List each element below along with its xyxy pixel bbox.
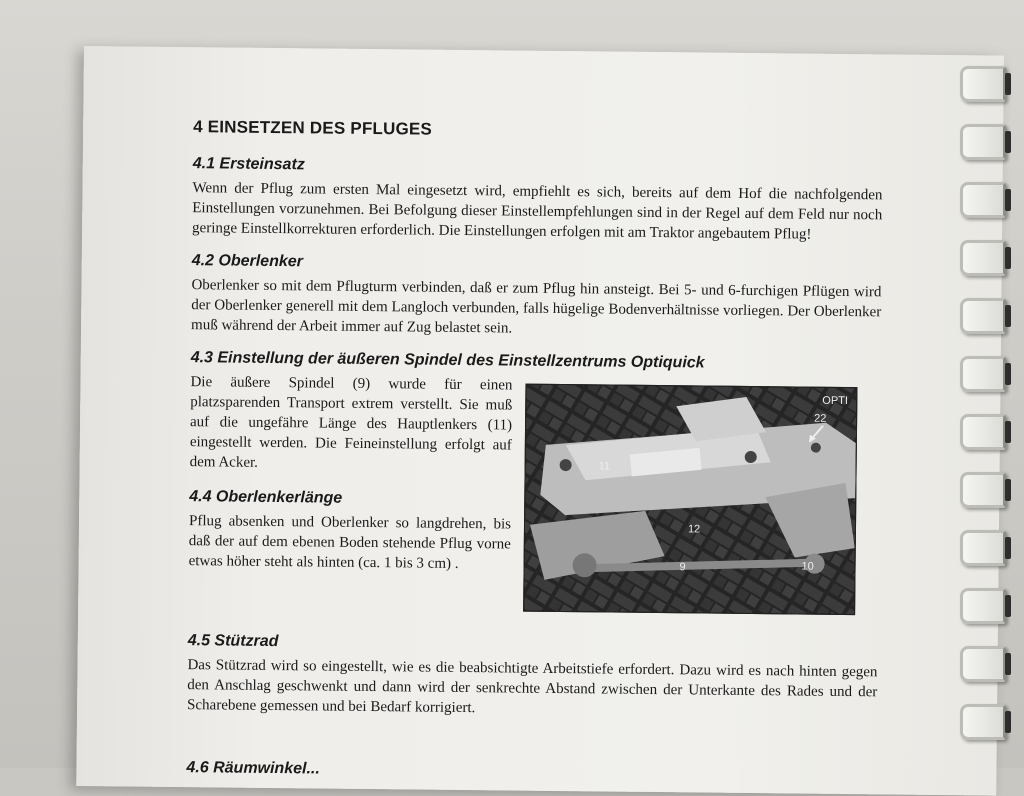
- binding-coil: [960, 298, 1006, 334]
- section-4-3: [188, 349, 881, 637]
- next-heading-partial: 4.6 Räumwinkel...: [186, 759, 320, 778]
- binding-coil: [960, 124, 1006, 160]
- binding-coil: [960, 530, 1006, 566]
- spiral-binding: [960, 60, 1008, 768]
- plough-photo: [523, 384, 857, 615]
- binding-coil: [960, 646, 1006, 682]
- section-4-5: [187, 632, 878, 722]
- section-heading: 4.1 Ersteinsatz: [192, 155, 305, 174]
- left-column: [188, 372, 512, 588]
- section-heading: 4.2 Oberlenker: [191, 252, 304, 271]
- manual-page: [76, 46, 1004, 796]
- photo-label-10: 10: [801, 560, 814, 573]
- binding-coil: [960, 240, 1006, 276]
- section-heading: 4.3 Einstellung der äußeren Spindel des Einstellzentrums Optiquick: [190, 349, 705, 372]
- section-body: Die äußere Spindel (9) wurde für einen platzsparenden Transport extrem verstellt. Sie muß auf die ungefähre Länge des Hauptlenkers (11) eingestellt werden. Die Feineinstellung erfolgt auf dem Acker.: [189, 374, 513, 471]
- section-body: Oberlenker so mit dem Pflugturm verbinden, daß er zum Pflug hin ansteigt. Bei 5- und 6-furchigen Pflügen wird der Oberlenker generell mit dem Langloch verbunden, falls hügelige Bodenverhältnisse vorliegen. Der Oberlenker muß während der Arbeit immer auf Zug belastet sein.: [190, 277, 882, 337]
- binding-coil: [960, 356, 1006, 392]
- binding-coil: [960, 414, 1006, 450]
- photo-label-11: 11: [598, 460, 611, 473]
- photo-label-opti: OPTI: [822, 394, 849, 408]
- two-column-block: [188, 372, 881, 637]
- photo-label-9: 9: [679, 561, 686, 574]
- photo-label-22: 22: [814, 412, 827, 425]
- binding-coil: [960, 588, 1006, 624]
- page-content: [187, 117, 883, 736]
- section-4-1: [192, 155, 883, 245]
- binding-coil: [960, 66, 1006, 102]
- photo-label-12: 12: [687, 523, 701, 536]
- section-heading: 4.4 Oberlenkerlänge: [189, 488, 343, 507]
- section-body: Pflug absenken und Oberlenker so langdrehen, bis daß der auf dem ebenen Boden stehende Pflug vorne etwas höher steht als hinten (ca. 1 bis 3 cm) .: [188, 513, 512, 572]
- binding-coil: [960, 472, 1006, 508]
- section-heading: 4.5 Stützrad: [187, 632, 279, 651]
- section-4-2: [191, 252, 882, 342]
- binding-coil: [960, 704, 1006, 740]
- binding-coil: [960, 182, 1006, 218]
- section-body: Das Stützrad wird so eingestellt, wie es die beabsichtigte Arbeitstiefe erfordert. Dazu wird es nach hinten gegen den Anschlag geschwenkt und dann wird der senkrechte Abstand zwischen der Unterkante des Rades und der Scharebene gemessen und bei Bedarf korrigiert.: [187, 657, 878, 717]
- chapter-title: 4 EINSETZEN DES PFLUGES: [193, 117, 433, 139]
- section-body: Wenn der Pflug zum ersten Mal eingesetzt wird, empfiehlt es sich, bereits auf dem Hof die nachfolgenden Einstellungen vorzunehmen. Bei Befolgung dieser Einstellempfehlungen sind in der Regel auf dem Feld nur noch geringe Einstellkorrekturen erforderlich. Die Einstellungen erfolgen mit am Traktor angebautem Pflug!: [192, 180, 883, 243]
